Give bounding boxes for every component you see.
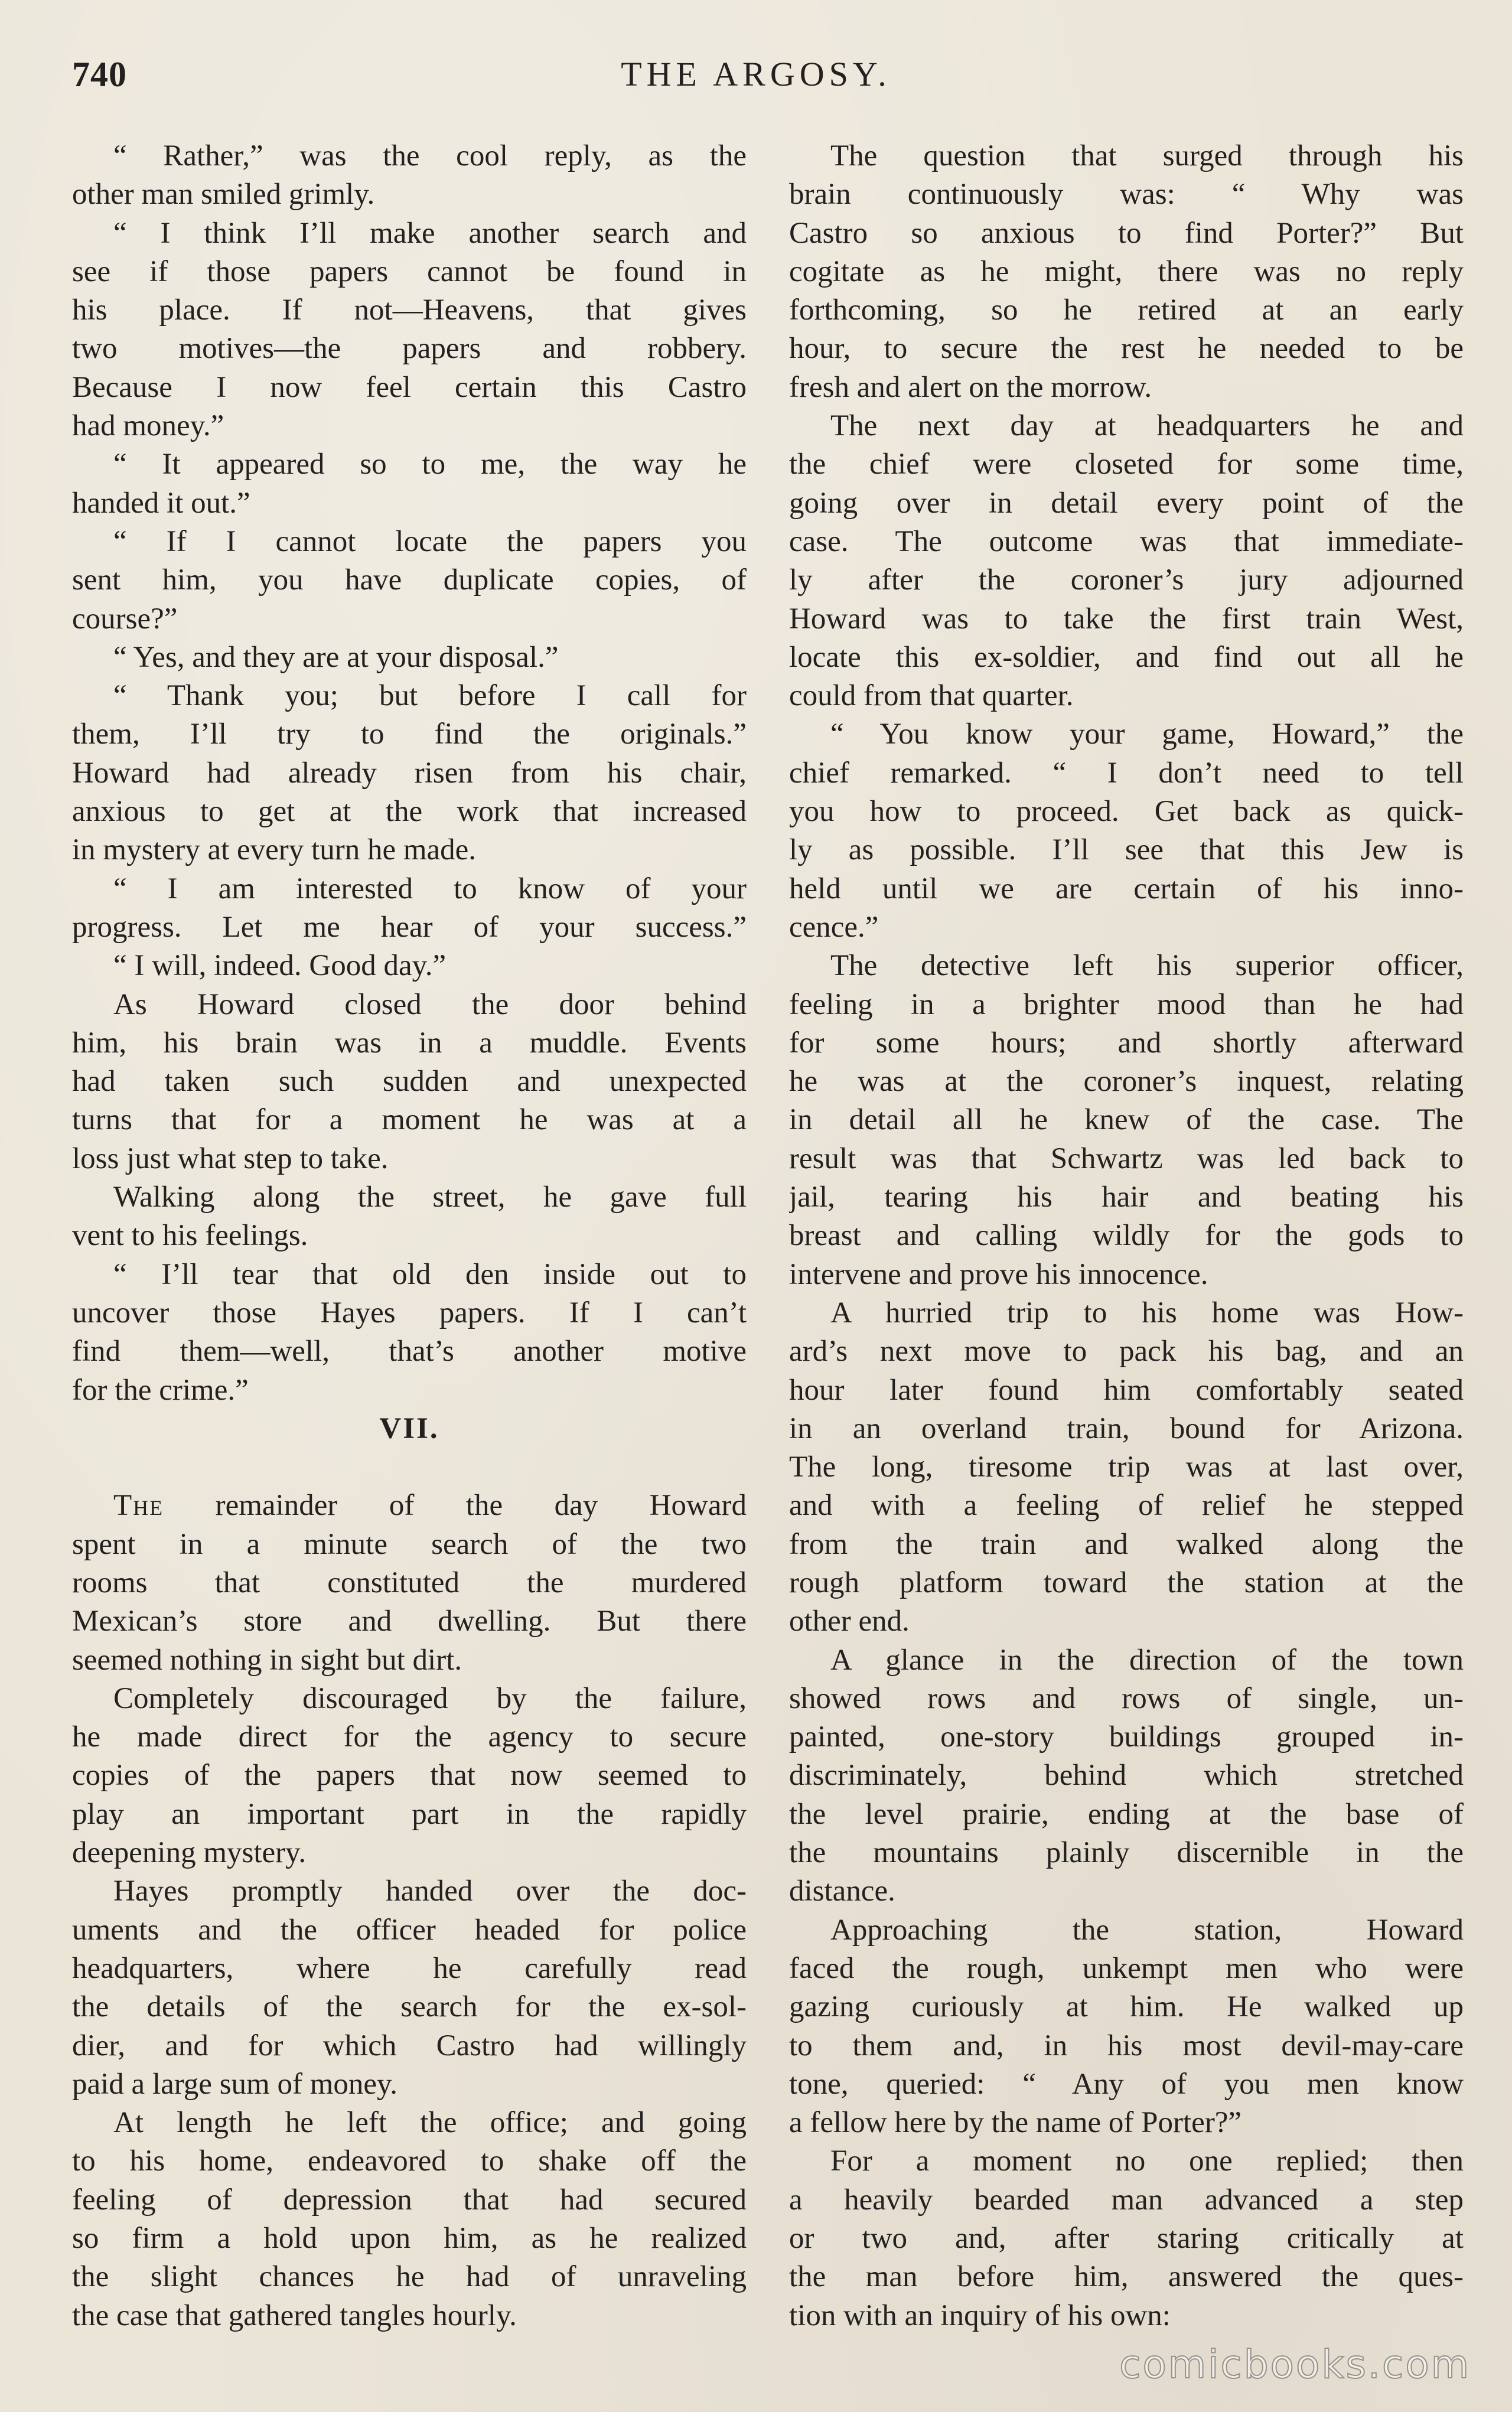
- text-line: locate this ex-soldier, and find out all he: [789, 640, 1464, 674]
- page-number: 740: [72, 55, 127, 94]
- text-line: Completely discouraged by the failure,: [113, 1681, 747, 1715]
- text-line: distance.: [789, 1875, 895, 1908]
- text-line: and with a feeling of relief he stepped: [789, 1489, 1464, 1523]
- text-line: other man smiled grimly.: [72, 178, 375, 211]
- text-line: Castro so anxious to find Porter?” But: [789, 216, 1464, 250]
- text-line: cogitate as he might, there was no reply: [789, 255, 1464, 288]
- text-line: in an overland train, bound for Arizona.: [789, 1412, 1464, 1445]
- text-line: The long, tiresome trip was at last over,: [789, 1451, 1464, 1484]
- text-line: to them and, in his most devil-may-care: [789, 2029, 1464, 2062]
- text-line: seemed nothing in sight but dirt.: [72, 1643, 462, 1677]
- text-line: remainder of the day Howard: [215, 1489, 747, 1523]
- text-line: The detective left his superior officer,: [830, 949, 1464, 983]
- text-line: going over in detail every point of the: [789, 486, 1464, 520]
- text-line: held until we are certain of his inno-: [789, 872, 1464, 905]
- text-line: showed rows and rows of single, un-: [789, 1681, 1464, 1715]
- text-line: for some hours; and shortly afterward: [789, 1026, 1464, 1060]
- text-line: discriminately, behind which stretched: [789, 1759, 1464, 1792]
- text-line: Approaching the station, Howard: [830, 1913, 1464, 1947]
- text-line: cence.”: [789, 910, 879, 944]
- text-line: rough platform toward the station at the: [789, 1566, 1464, 1599]
- text-line: had taken such sudden and unexpected: [72, 1065, 747, 1099]
- text-line: loss just what step to take.: [72, 1142, 389, 1175]
- text-line: sent him, you have duplicate copies, of: [72, 563, 747, 597]
- text-line: Hayes promptly handed over the doc-: [113, 1875, 747, 1908]
- text-line: course?”: [72, 602, 178, 635]
- text-line: Howard had already risen from his chair,: [72, 756, 747, 790]
- text-line: ard’s next move to pack his bag, and an: [789, 1335, 1464, 1368]
- text-line: the slight chances he had of unraveling: [72, 2260, 747, 2294]
- text-line: in mystery at every turn he made.: [72, 833, 477, 867]
- text-line: deepening mystery.: [72, 1836, 307, 1870]
- text-line: the chief were closeted for some time,: [789, 448, 1464, 481]
- text-line: his place. If not—Heavens, that gives: [72, 294, 747, 327]
- text-line: a fellow here by the name of Porter?”: [789, 2106, 1242, 2140]
- text-line: the level prairie, ending at the base of: [789, 1797, 1464, 1831]
- text-line: tone, queried: “ Any of you men know: [789, 2067, 1464, 2101]
- text-line: he made direct for the agency to secure: [72, 1720, 747, 1754]
- text-line: paid a large sum of money.: [72, 2067, 397, 2101]
- text-line: in detail all he knew of the case. The: [789, 1103, 1464, 1137]
- text-line: you how to proceed. Get back as quick-: [789, 795, 1464, 829]
- text-line: the case that gathered tangles hourly.: [72, 2299, 517, 2332]
- text-line: the details of the search for the ex-sol-: [72, 1990, 747, 2024]
- watermark: comicbooks.com: [1119, 2342, 1471, 2387]
- text-line: A glance in the direction of the town: [830, 1643, 1464, 1677]
- text-line: other end.: [789, 1605, 910, 1638]
- text-line: “ I will, indeed. Good day.”: [113, 949, 447, 983]
- text-line: Because I now feel certain this Castro: [72, 370, 747, 404]
- text-line: As Howard closed the door behind: [113, 987, 747, 1021]
- text-line: he was at the coroner’s inquest, relating: [789, 1065, 1464, 1099]
- text-line: feeling in a brighter mood than he had: [789, 987, 1464, 1021]
- text-line: “ Rather,” was the cool reply, as the: [113, 139, 747, 172]
- chapter-opening-word: The: [113, 1489, 164, 1523]
- text-line: “ If I cannot locate the papers you: [113, 524, 747, 558]
- text-line: could from that quarter.: [789, 679, 1074, 713]
- text-line: A hurried trip to his home was How-: [830, 1296, 1464, 1329]
- text-line: him, his brain was in a muddle. Events: [72, 1026, 747, 1060]
- text-line: Mexican’s store and dwelling. But there: [72, 1605, 747, 1638]
- text-line: to his home, endeavored to shake off the: [72, 2144, 747, 2178]
- text-line: progress. Let me hear of your success.”: [72, 910, 747, 944]
- text-line: or two and, after staring critically at: [789, 2222, 1464, 2255]
- text-line: for the crime.”: [72, 1373, 249, 1407]
- text-line: see if those papers cannot be found in: [72, 255, 747, 288]
- text-line: anxious to get at the work that increased: [72, 795, 747, 829]
- running-head: [72, 54, 1440, 102]
- text-line: For a moment no one replied; then: [830, 2144, 1464, 2178]
- text-line: two motives—the papers and robbery.: [72, 332, 747, 366]
- text-line: At length he left the office; and going: [113, 2106, 747, 2140]
- text-line: spent in a minute search of the two: [72, 1527, 747, 1561]
- text-line: case. The outcome was that immediate-: [789, 524, 1464, 558]
- text-line: The next day at headquarters he and: [830, 409, 1464, 443]
- text-line: headquarters, where he carefully read: [72, 1951, 747, 1985]
- left-column: [72, 137, 747, 2335]
- text-line: Walking along the street, he gave full: [113, 1181, 747, 1214]
- text-line: uments and the officer headed for police: [72, 1913, 747, 1947]
- text-line: hour later found him comfortably seated: [789, 1373, 1464, 1407]
- blank-line: [72, 1448, 747, 1487]
- text-line: from the train and walked along the: [789, 1527, 1464, 1561]
- text-line: chief remarked. “ I don’t need to tell: [789, 756, 1464, 790]
- text-line: so firm a hold upon him, as he realized: [72, 2222, 747, 2255]
- text-line: result was that Schwartz was led back to: [789, 1142, 1464, 1175]
- text-line: “ You know your game, Howard,” the: [830, 718, 1464, 751]
- text-line: find them—well, that’s another motive: [72, 1335, 747, 1368]
- text-line: gazing curiously at him. He walked up: [789, 1990, 1464, 2024]
- text-line: ly as possible. I’ll see that this Jew is: [789, 833, 1464, 867]
- text-line: the man before him, answered the ques-: [789, 2260, 1464, 2294]
- text-line: rooms that constituted the murdered: [72, 1566, 747, 1599]
- text-line: uncover those Hayes papers. If I can’t: [72, 1296, 747, 1329]
- text-line: painted, one-story buildings grouped in-: [789, 1720, 1464, 1754]
- text-line: “ I’ll tear that old den inside out to: [113, 1257, 747, 1291]
- text-line: them, I’ll try to find the originals.”: [72, 718, 747, 751]
- text-line: Howard was to take the first train West,: [789, 602, 1464, 635]
- right-column: [789, 137, 1464, 2335]
- text-line: dier, and for which Castro had willingly: [72, 2029, 747, 2062]
- text-line: faced the rough, unkempt men who were: [789, 1951, 1464, 1985]
- text-line: play an important part in the rapidly: [72, 1797, 747, 1831]
- text-line: handed it out.”: [72, 486, 250, 520]
- text-line: vent to his feelings.: [72, 1219, 308, 1253]
- text-line: The question that surged through his: [830, 139, 1464, 172]
- text-line: hour, to secure the rest he needed to be: [789, 332, 1464, 366]
- text-line: feeling of depression that had secured: [72, 2183, 747, 2217]
- text-line: the mountains plainly discernible in the: [789, 1836, 1464, 1870]
- text-line: forthcoming, so he retired at an early: [789, 294, 1464, 327]
- text-line: brain continuously was: “ Why was: [789, 178, 1464, 211]
- text-line: “ Yes, and they are at your disposal.”: [113, 640, 559, 674]
- text-line: jail, tearing his hair and beating his: [789, 1181, 1464, 1214]
- journal-title: THE ARGOSY.: [621, 55, 891, 93]
- text-line: “ Thank you; but before I call for: [113, 679, 747, 713]
- text-line: had money.”: [72, 409, 224, 443]
- text-line: turns that for a moment he was at a: [72, 1103, 747, 1137]
- text-line: “ It appeared so to me, the way he: [113, 448, 747, 481]
- text-line: “ I am interested to know of your: [113, 872, 747, 905]
- chapter-heading: VII.: [379, 1412, 439, 1445]
- text-line: intervene and prove his innocence.: [789, 1257, 1208, 1291]
- text-line: breast and calling wildly for the gods to: [789, 1219, 1464, 1253]
- text-line: fresh and alert on the morrow.: [789, 370, 1152, 404]
- text-line: copies of the papers that now seemed to: [72, 1759, 747, 1792]
- chapter-first-line: [72, 1487, 747, 1525]
- text-line: tion with an inquiry of his own:: [789, 2299, 1171, 2332]
- text-line: “ I think I’ll make another search and: [113, 216, 747, 250]
- text-line: a heavily bearded man advanced a step: [789, 2183, 1464, 2217]
- text-line: ly after the coroner’s jury adjourned: [789, 563, 1464, 597]
